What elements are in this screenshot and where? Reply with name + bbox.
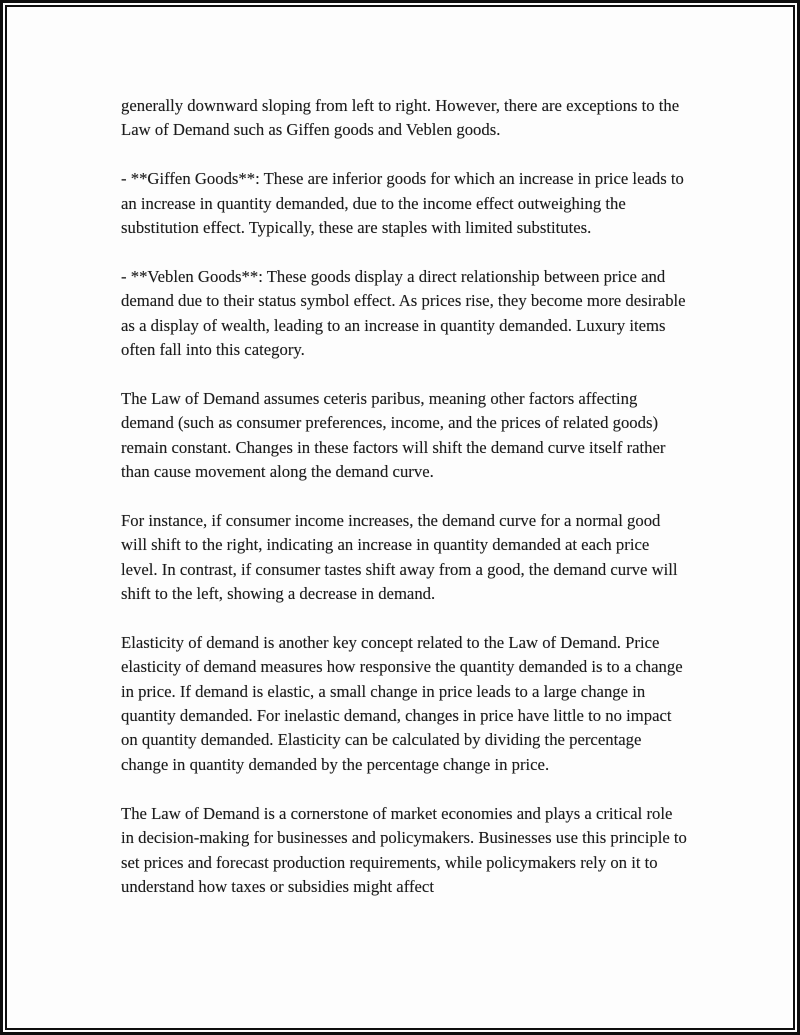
document-text-block (121, 94, 687, 924)
document-paragraph: - **Veblen Goods**: These goods display a direct relationship between price and demand due to their status symbol effect. As prices rise, they become more desirable as a display of wealth, leading to an increase in quantity demanded. Luxury items often fall into this category. (121, 266, 686, 360)
document-paragraph: Elasticity of demand is another key concept related to the Law of Demand. Price elasticity of demand measures how responsive the quantity demanded is to a change in price. If demand is elastic, a small change in price leads to a large change in quantity demanded. For inelastic demand, changes in price have little to no impact on quantity demanded. Elasticity can be calculated by dividing the percentage change in quantity demanded by the percentage change in price. (121, 632, 683, 774)
document-paragraph: The Law of Demand assumes ceteris paribus, meaning other factors affecting demand (such as consumer preferences, income, and the prices of related goods) remain constant. Changes in these factors will shift the demand curve itself rather than cause movement along the demand curve. (121, 388, 666, 482)
document-paragraph: For instance, if consumer income increases, the demand curve for a normal good will shift to the right, indicating an increase in quantity demanded at each price level. In contrast, if consumer tastes shift away from a good, the demand curve will shift to the left, showing a decrease in demand. (121, 510, 678, 604)
document-paragraph: - **Giffen Goods**: These are inferior goods for which an increase in price leads to an increase in quantity demanded, due to the income effect outweighing the substitution effect. Typically, these are staples with limited substitutes. (121, 169, 684, 238)
document-paragraph: generally downward sloping from left to right. However, there are exceptions to the Law of Demand such as Giffen goods and Veblen goods. (121, 96, 680, 140)
document-paragraph: The Law of Demand is a cornerstone of market economies and plays a critical role in decision-making for businesses and policymakers. Businesses use this principle to set prices and forecast production requirements, while policymakers rely on it to understand how taxes or subsidies might affect (121, 803, 687, 896)
